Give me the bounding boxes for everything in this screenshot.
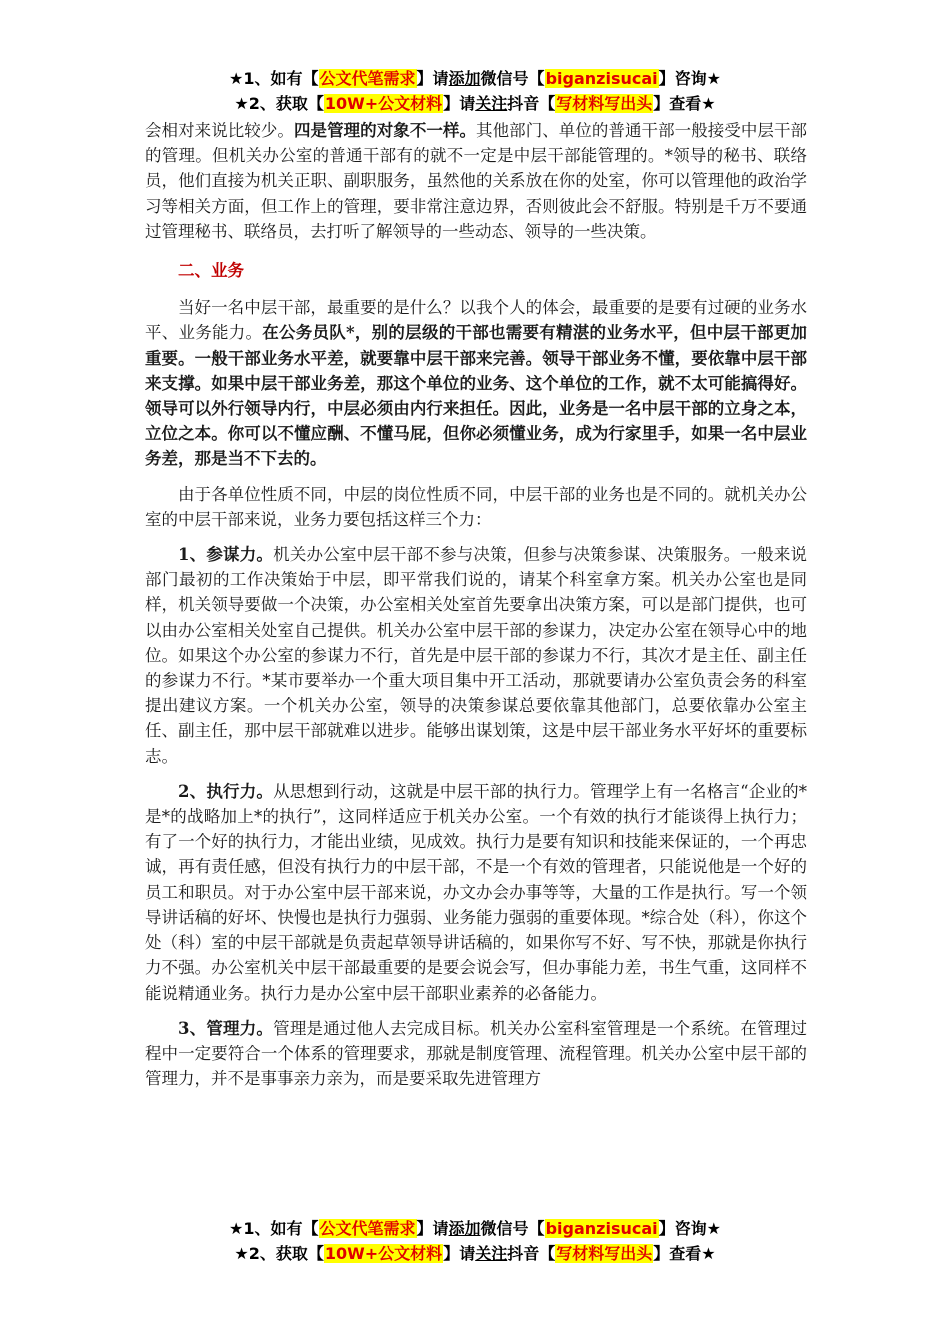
paragraph-three-abilities: 由于各单位性质不同，中层的岗位性质不同，中层干部的业务也是不同的。就机关办公室的中层干部来说，业务力要包括这样三个力： bbox=[145, 484, 807, 529]
promo-highlight: 10W+公文材料 bbox=[324, 1244, 443, 1263]
promo-text: ★1、如有【 bbox=[229, 1219, 319, 1238]
bold-phrase: 四是管理的对象不一样。 bbox=[293, 121, 477, 140]
item-label: 2、执行力。 bbox=[178, 781, 274, 801]
douyin-id-highlight: 写材料写出头 bbox=[556, 1244, 653, 1263]
paragraph-text: 机关办公室中层干部不参与决策，但参与决策参谋、决策服务。一般来说部门最初的工作决策始于中层，即平常我们说的，请某个科室拿方案。机关办公室也是同样，机关领导要做一个决策，办公室相关处室首先要拿出决策方案，可以是部门提供，也可以由办公室相关处室自己提供。机关办公室中层干部的参谋力，决定办公室在领导心中的地位。如果这个办公室的参谋力不行，首先是中层干部的参谋力不行，其次才是主任、副主任的参谋力不行。*某市要举办一个重大项目集中开工活动，那就要请办公室负责会务的科室提出建议方案。一个机关办公室，领导的决策参谋总要依靠其他部门，总要依靠办公室主任、副主任，那中层干部就难以进步。能够出谋划策，这是中层干部业务水平好坏的重要标志。 bbox=[145, 545, 808, 766]
promo-underline: 添加 bbox=[448, 1219, 481, 1238]
promo-text: 微信号【 bbox=[480, 69, 545, 88]
paragraph-advisory-ability bbox=[145, 542, 807, 769]
promo-banner-bottom bbox=[0, 1216, 950, 1266]
bold-phrase: 在公务员队*，别的层级的干部也需要有精湛的业务水平，但中层干部更加重要。一般干部业务水平差，就要靠中层干部来完善。领导干部业务不懂，要依靠中层干部来支撑。如果中层干部业务差，那这个单位的业务、这个单位的工作，就不太可能搞得好。领导可以外行领导内行，中层必须由内行来担任。因此，业务是一名中层干部的立身之本，立位之本。你可以不懂应酬、不懂马屁，但你必须懂业务，成为行家里手，如果一名中层业务差，那是当不下去的。 bbox=[145, 323, 807, 469]
wechat-id-highlight: biganzisucai bbox=[545, 1219, 658, 1238]
item-label: 1、参谋力。 bbox=[178, 545, 274, 565]
promo-text: 】查看★ bbox=[653, 94, 716, 113]
wechat-id-highlight: biganzisucai bbox=[545, 69, 658, 88]
item-label: 3、管理力。 bbox=[178, 1018, 274, 1038]
promo-text: 】查看★ bbox=[653, 1244, 716, 1263]
promo-text: 】请 bbox=[443, 94, 476, 113]
paragraph-text: 当好一名中层干部，最重要的是什么？以我个人的体会，最重要的是要有过硬的业务水平、业务能力。 bbox=[145, 298, 807, 343]
promo-text: 】咨询★ bbox=[658, 1219, 721, 1238]
promo-banner-top bbox=[0, 66, 950, 116]
promo-line-1 bbox=[0, 66, 950, 91]
promo-line-1 bbox=[0, 1216, 950, 1241]
paragraph-management-ability bbox=[145, 1016, 807, 1092]
paragraph-text: 从思想到行动，这就是中层干部的执行力。管理学上有一名格言“企业的*是*的战略加上*的执行”，这同样适应于机关办公室。一个有效的执行才能谈得上执行力；有了一个好的执行力，才能出业绩，见成效。执行力是要有知识和技能来保证的，一个再忠诚，再有责任感，但没有执行力的中层干部，不是一个有效的管理者，只能说他是一个好的员工和职员。对于办公室中层干部来说，办文办会办事等等，大量的工作是执行。写一个领导讲话稿的好坏、快慢也是执行力强弱、业务能力强弱的重要体现。*综合处（科），你这个处（科）室的中层干部就是负责起草领导讲话稿的，如果你写不好、写不快，那就是你执行力不强。办公室机关中层干部最重要的是要会说会写，但办事能力差，书生气重，这同样不能说精通业务。执行力是办公室中层干部职业素养的必备能力。 bbox=[145, 781, 807, 1003]
paragraph-text: 管理是通过他人去完成目标。机关办公室科室管理是一个系统。在管理过程中一定要符合一个体系的管理要求，那就是制度管理、流程管理。机关办公室中层干部的管理力，并不是事事亲力亲为，而是要采取先进管理方 bbox=[145, 1018, 808, 1089]
paragraph-text: 会相对来说比较少。 bbox=[145, 121, 294, 140]
promo-text: 抖音【 bbox=[507, 1244, 556, 1263]
promo-text: ★1、如有【 bbox=[229, 69, 319, 88]
douyin-id-highlight: 写材料写出头 bbox=[556, 94, 653, 113]
promo-text: 抖音【 bbox=[507, 94, 556, 113]
document-body bbox=[145, 118, 807, 1101]
section-heading: 二、业务 bbox=[178, 261, 244, 281]
promo-text: 】请 bbox=[416, 69, 449, 88]
promo-line-2 bbox=[0, 1241, 950, 1266]
promo-text: 】咨询★ bbox=[658, 69, 721, 88]
promo-text: ★2、获取【 bbox=[234, 94, 324, 113]
promo-text: 】请 bbox=[416, 1219, 449, 1238]
promo-text: 微信号【 bbox=[480, 1219, 545, 1238]
paragraph-business-importance bbox=[145, 295, 807, 471]
paragraph-execution-ability bbox=[145, 779, 807, 1006]
promo-text: 】请 bbox=[443, 1244, 476, 1263]
promo-underline: 添加 bbox=[448, 69, 481, 88]
paragraph-management-object bbox=[145, 118, 807, 244]
promo-underline: 关注 bbox=[475, 1244, 508, 1263]
promo-highlight: 公文代笔需求 bbox=[319, 1219, 416, 1238]
promo-highlight: 公文代笔需求 bbox=[319, 69, 416, 88]
promo-line-2 bbox=[0, 91, 950, 116]
promo-text: ★2、获取【 bbox=[234, 1244, 324, 1263]
promo-highlight: 10W+公文材料 bbox=[324, 94, 443, 113]
paragraph-text: 其他部门、单位的普通干部一般接受中层干部的管理。但机关办公室的普通干部有的就不一定是中层干部能管理的。*领导的秘书、联络员，他们直接为机关正职、副职服务，虽然他的关系放在你的处室，你可以管理他的政治学习等相关方面，但工作上的管理，要非常注意边界，否则彼此会不舒服。特别是千万不要通过管理秘书、联络员，去打听了解领导的一些动态、领导的一些决策。 bbox=[145, 121, 808, 241]
promo-underline: 关注 bbox=[475, 94, 508, 113]
